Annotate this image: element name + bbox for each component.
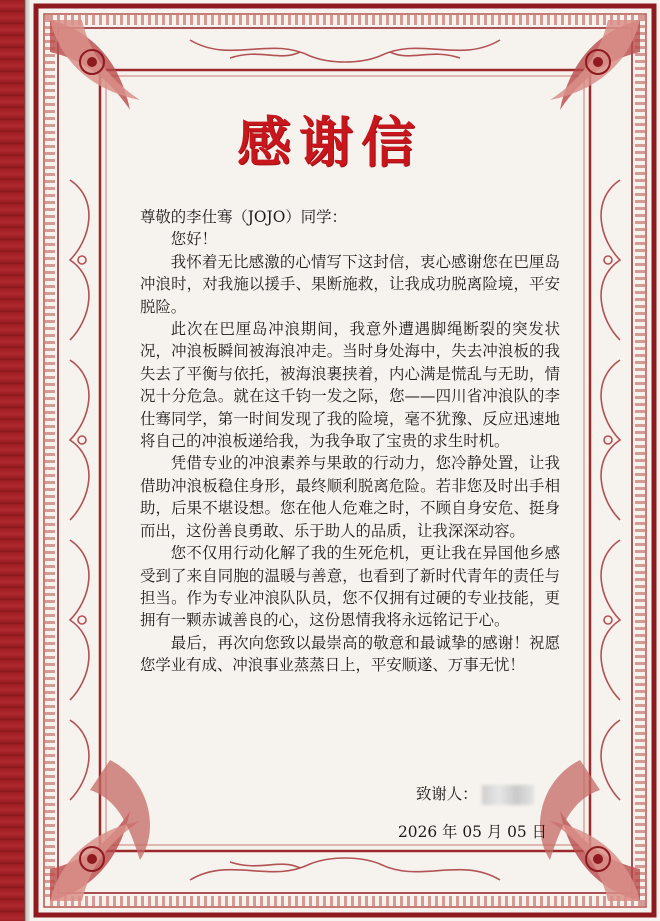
right-scroll-ornament [601, 180, 620, 800]
salutation: 尊敬的李仕骞（JOJO）同学： [140, 208, 347, 226]
bottom-scroll-ornament [190, 858, 500, 880]
paragraph: 此次在巴厘岛冲浪期间，我意外遭遇脚绳断裂的突发状况，冲浪板瞬间被海浪冲走。当时身处海中，失去冲浪板的我失去了平衡与依托，被海浪裹挟着，内心满是慌乱与无助，情况十分危急。就在这千钧一发之际，您——四川省冲浪队的李仕骞同学，第一时间发现了我的险境，毫不犹豫、反应迅速地将自己的冲浪板递给我，为我争取了宝贵的求生时机。 [140, 320, 560, 451]
redacted-name [482, 785, 534, 805]
signature-line [416, 782, 534, 805]
letter-title: 感谢信 [237, 110, 423, 174]
letter-body [140, 206, 560, 677]
greeting: 您好！ [170, 230, 217, 249]
paragraph: 我怀着无比感激的心情写下这封信，衷心感谢您在巴厘岛冲浪时，对我施以援手、果断施救，让我成功脱离险境，平安脱险。 [140, 252, 560, 316]
paragraph: 凭借专业的冲浪素养与果敢的行动力，您冷静处置，让我借助冲浪板稳住身形，最终顺利脱离危险。若非您及时出手相助，后果不堪设想。您在他人危难之时，不顾自身安危、挺身而出，这份善良勇敢、乐于助人的品质，让我深深动容。 [140, 454, 560, 540]
corner-ornament-top-right [550, 20, 640, 110]
corner-ornament-top-left [50, 20, 140, 110]
paragraph: 最后，再次向您致以最崇高的敬意和最诚挚的感谢！祝愿您学业有成、冲浪事业蒸蒸日上，平安顺遂、万事无忧！ [140, 633, 560, 675]
letter-date: 2026 年 05 月 05 日 [398, 823, 547, 841]
paragraph: 您不仅用行动化解了我的生死危机，更让我在异国他乡感受到了来自同胞的温暖与善意，也看到了新时代青年的责任与担当。作为专业冲浪队队员，您不仅拥有过硬的专业技能，更拥有一颗赤诚善良的心，这份恩情我将永远铭记于心。 [140, 544, 560, 630]
left-scroll-ornament [70, 180, 89, 800]
signature-label: 致谢人： [416, 785, 478, 803]
top-scroll-ornament [190, 40, 500, 62]
